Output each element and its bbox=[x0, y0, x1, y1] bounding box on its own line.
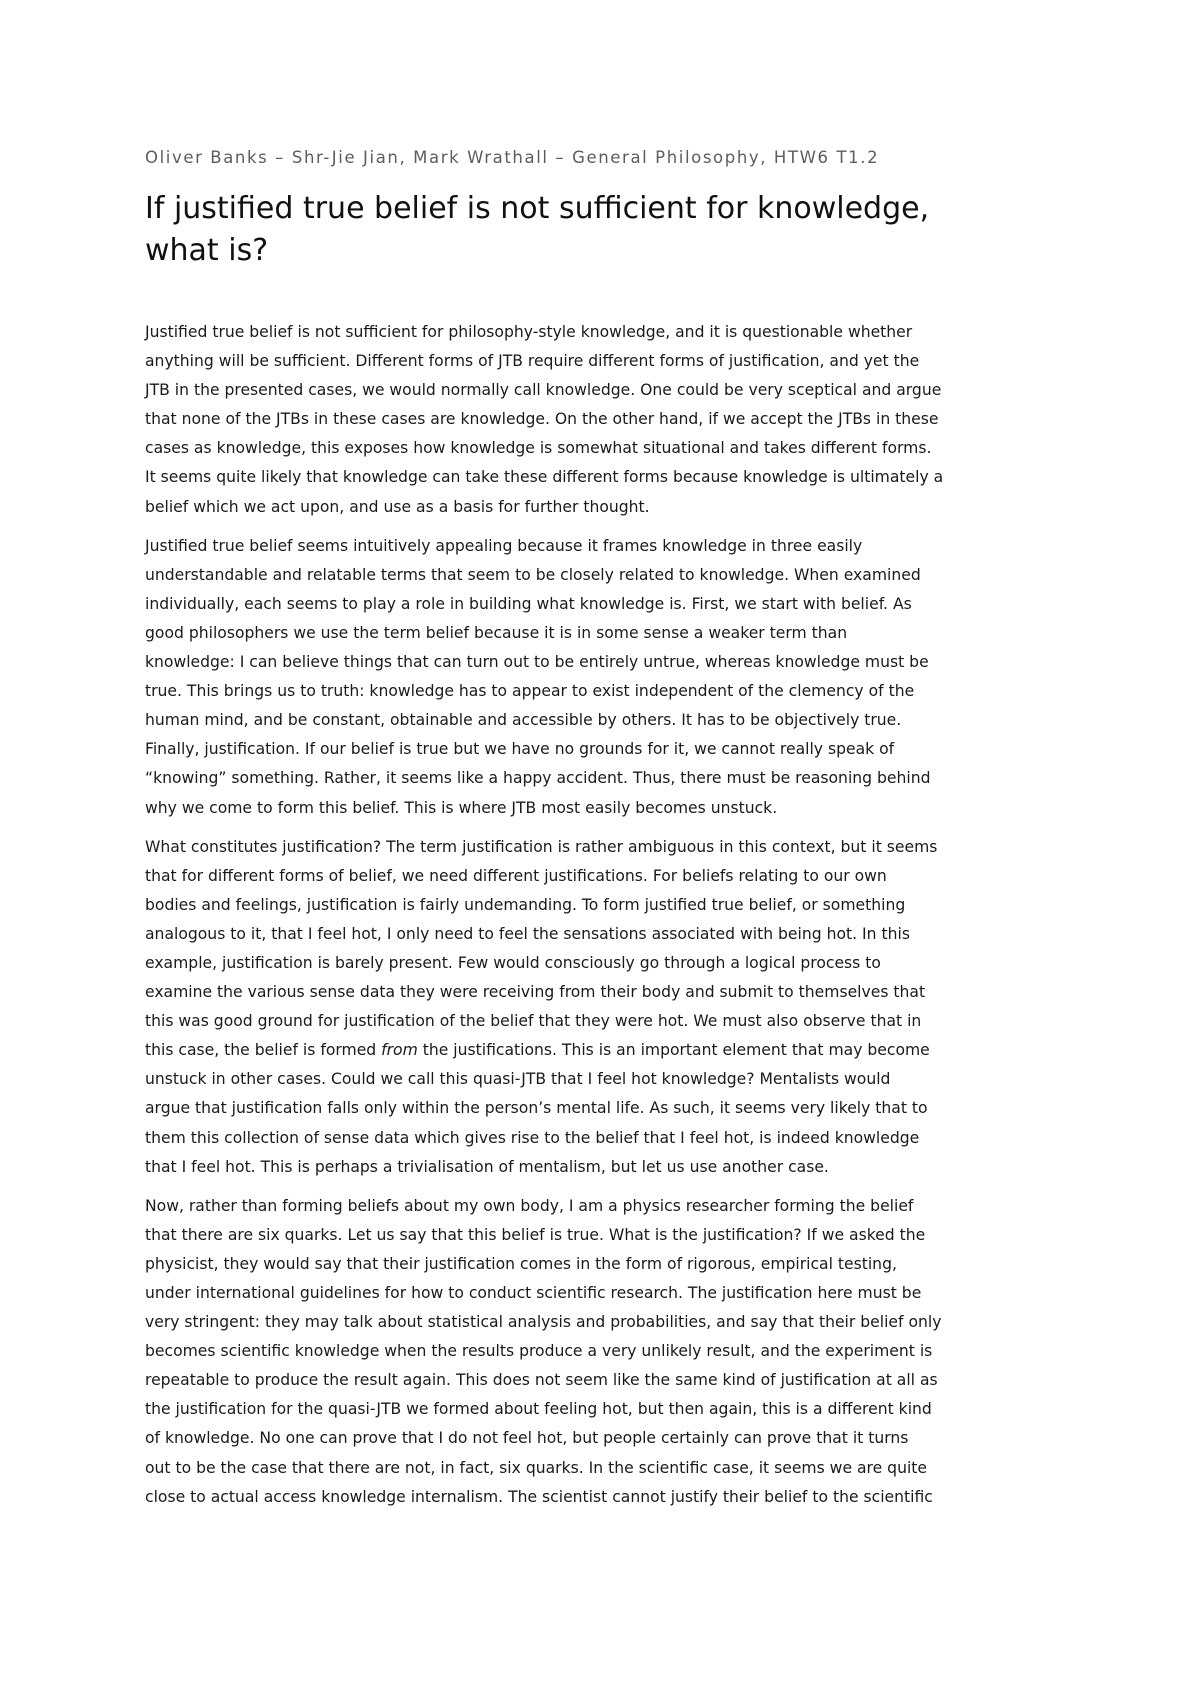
text-line: under international guidelines for how to conduct scientific research. The justification here must be bbox=[145, 1284, 922, 1302]
essay-title-line-1: If justified true belief is not sufficient for knowledge, bbox=[145, 191, 930, 226]
text-line: knowledge: I can believe things that can turn out to be entirely untrue, whereas knowledge must be bbox=[145, 653, 929, 672]
author-course-byline: Oliver Banks – Shr-Jie Jian, Mark Wrathall – General Philosophy, HTW6 T1.2 bbox=[145, 148, 880, 167]
text-line: “knowing” something. Rather, it seems like a happy accident. Thus, there must be reasoning behind bbox=[145, 769, 931, 788]
text-line: this was good ground for justification of the belief that they were hot. We must also observe that in bbox=[145, 1012, 922, 1031]
text-line-with-emphasis bbox=[145, 1036, 1065, 1065]
text-line: that there are six quarks. Let us say that this belief is true. What is the justification? If we asked the bbox=[145, 1225, 926, 1244]
text-line: them this collection of sense data which gives rise to the belief that I feel hot, is indeed knowledge bbox=[145, 1128, 920, 1147]
document-page bbox=[145, 146, 1065, 1522]
text-segment: this case, the belief is formed bbox=[145, 1041, 382, 1060]
text-line: anything will be sufficient. Different forms of JTB require different forms of justification, and yet the bbox=[145, 352, 920, 371]
text-line: that I feel hot. This is perhaps a trivialisation of mentalism, but let us use another case. bbox=[145, 1157, 829, 1176]
text-line: physicist, they would say that their justification comes in the form of rigorous, empirical testing, bbox=[145, 1254, 897, 1273]
paragraph-4 bbox=[145, 1192, 1065, 1512]
text-line: very stringent: they may talk about statistical analysis and probabilities, and say that their belief only bbox=[145, 1313, 942, 1332]
emphasized-word: from bbox=[381, 1041, 418, 1060]
text-line: of knowledge. No one can prove that I do not feel hot, but people certainly can prove that it turns bbox=[145, 1429, 909, 1448]
text-line: good philosophers we use the term belief because it is in some sense a weaker term than bbox=[145, 623, 848, 642]
text-line: the justification for the quasi-JTB we formed about feeling hot, but then again, this is a different kind bbox=[145, 1400, 932, 1419]
text-line: individually, each seems to play a role in building what knowledge is. First, we start with belief. As bbox=[145, 594, 912, 613]
text-line: repeatable to produce the result again. This does not seem like the same kind of justification at all as bbox=[145, 1371, 938, 1390]
text-line: example, justification is barely present. Few would consciously go through a logical process to bbox=[145, 953, 881, 972]
text-line: true. This brings us to truth: knowledge has to appear to exist independent of the clemency of the bbox=[145, 682, 915, 701]
text-line: argue that justification falls only within the person’s mental life. As such, it seems very likely that to bbox=[145, 1099, 928, 1118]
text-line: Now, rather than forming beliefs about my own body, I am a physics researcher forming the belief bbox=[145, 1196, 914, 1215]
text-line: unstuck in other cases. Could we call this quasi-JTB that I feel hot knowledge? Mentalists would bbox=[145, 1070, 891, 1089]
essay-title-line-2: what is? bbox=[145, 233, 269, 268]
text-line: understandable and relatable terms that seem to be closely related to knowledge. When examined bbox=[145, 565, 921, 584]
text-line: bodies and feelings, justification is fairly undemanding. To form justified true belief, or something bbox=[145, 895, 906, 914]
text-segment: the justifications. This is an important element that may become bbox=[417, 1041, 930, 1060]
text-line: What constitutes justification? The term justification is rather ambiguous in this context, but it seems bbox=[145, 837, 938, 856]
text-line: Justified true belief seems intuitively appealing because it frames knowledge in three easily bbox=[145, 536, 863, 555]
text-line: that none of the JTBs in these cases are knowledge. On the other hand, if we accept the JTBs in these bbox=[145, 410, 939, 429]
text-line: that for different forms of belief, we need different justifications. For beliefs relating to our own bbox=[145, 866, 887, 885]
paragraph-3 bbox=[145, 833, 1065, 1182]
text-line: examine the various sense data they were receiving from their body and submit to themselves that bbox=[145, 983, 926, 1002]
text-line: human mind, and be constant, obtainable and accessible by others. It has to be objectively true. bbox=[145, 711, 902, 730]
paragraph-1 bbox=[145, 318, 1065, 522]
text-line: out to be the case that there are not, in fact, six quarks. In the scientific case, it seems we are quite bbox=[145, 1458, 927, 1477]
text-line: cases as knowledge, this exposes how knowledge is somewhat situational and takes different forms. bbox=[145, 439, 932, 458]
text-line: It seems quite likely that knowledge can take these different forms because knowledge is ultimately a bbox=[145, 468, 944, 487]
text-line: belief which we act upon, and use as a basis for further thought. bbox=[145, 497, 650, 516]
text-line: becomes scientific knowledge when the results produce a very unlikely result, and the experiment is bbox=[145, 1342, 933, 1361]
paragraph-2 bbox=[145, 532, 1065, 823]
text-line: Justified true belief is not sufficient for philosophy-style knowledge, and it is questionable whether bbox=[145, 323, 913, 341]
text-line: Finally, justification. If our belief is true but we have no grounds for it, we cannot really speak of bbox=[145, 740, 895, 759]
text-line: why we come to form this belief. This is where JTB most easily becomes unstuck. bbox=[145, 798, 778, 817]
text-line: JTB in the presented cases, we would normally call knowledge. One could be very sceptical and argue bbox=[145, 381, 942, 400]
essay-title bbox=[145, 188, 1065, 272]
text-line: close to actual access knowledge internalism. The scientist cannot justify their belief to the scientific bbox=[145, 1487, 933, 1506]
text-line: analogous to it, that I feel hot, I only need to feel the sensations associated with being hot. In this bbox=[145, 924, 910, 943]
